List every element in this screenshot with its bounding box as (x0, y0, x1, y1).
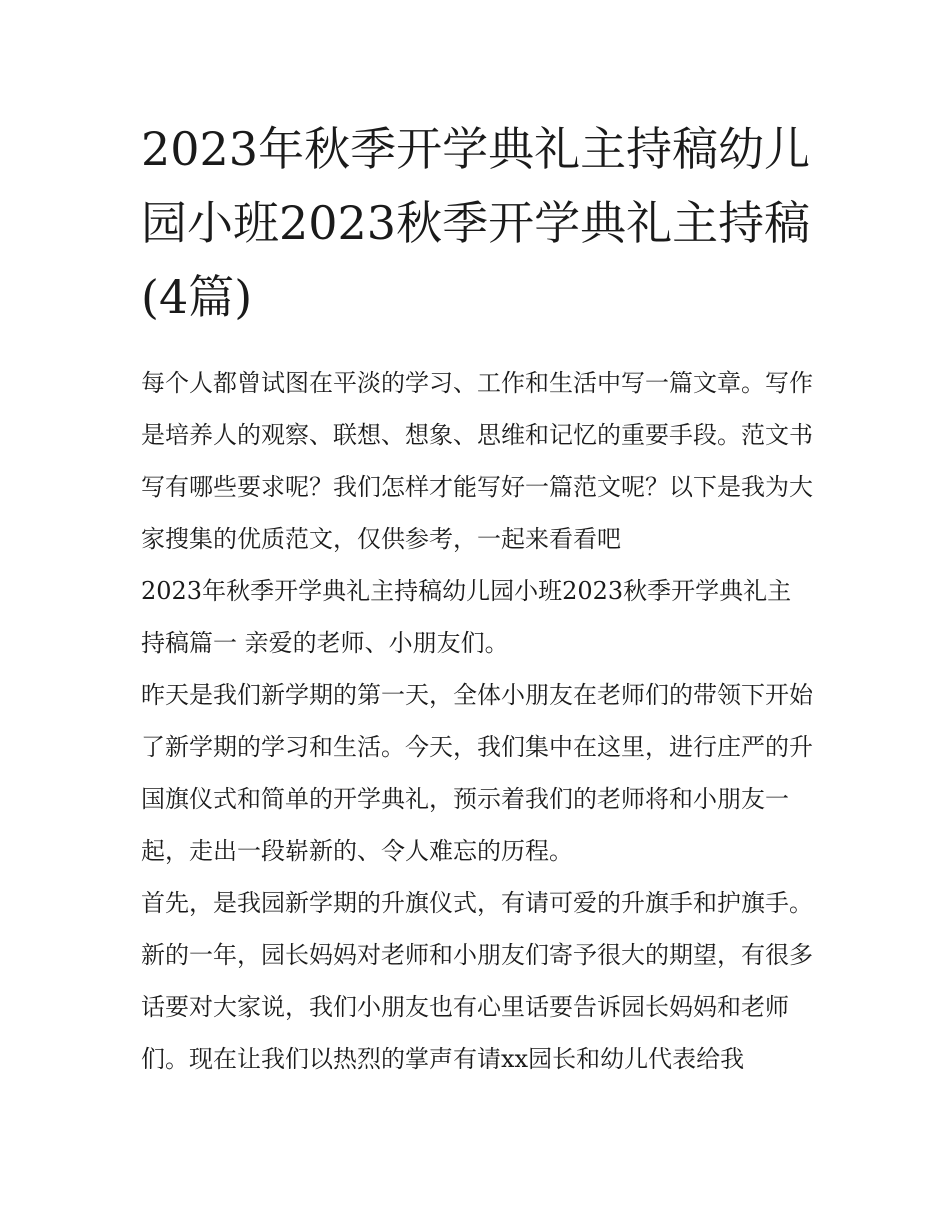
paragraph-new-year: 新的一年，园长妈妈对老师和小朋友们寄予很大的期望，有很多话要对大家说，我们小朋友也有心里话要告诉园长妈妈和老师们。现在让我们以热烈的掌声有请xx园长和幼儿代表给我 (141, 941, 813, 1073)
paragraph-heading-one: 2023年秋季开学典礼主持稿幼儿园小班2023秋季开学典礼主持稿篇一 亲爱的老师、小朋友们。 (141, 577, 792, 657)
document-title: 2023年秋季开学典礼主持稿幼儿园小班2023秋季开学典礼主持稿(4篇) (141, 122, 811, 324)
paragraph-flag-ceremony: 首先，是我园新学期的升旗仪式，有请可爱的升旗手和护旗手。 (141, 889, 813, 917)
paragraph-yesterday: 昨天是我们新学期的第一天，全体小朋友在老师们的带领下开始了新学期的学习和生活。今天，我们集中在这里，进行庄严的升国旗仪式和简单的开学典礼，预示着我们的老师将和小朋友一起，走出一段崭新的、令人难忘的历程。 (141, 681, 813, 865)
document-body (141, 357, 813, 1085)
paragraph-intro: 每个人都曾试图在平淡的学习、工作和生活中写一篇文章。写作是培养人的观察、联想、想象、思维和记忆的重要手段。范文书写有哪些要求呢？我们怎样才能写好一篇范文呢？以下是我为大家搜集的优质范文，仅供参考，一起来看看吧 (141, 369, 813, 553)
